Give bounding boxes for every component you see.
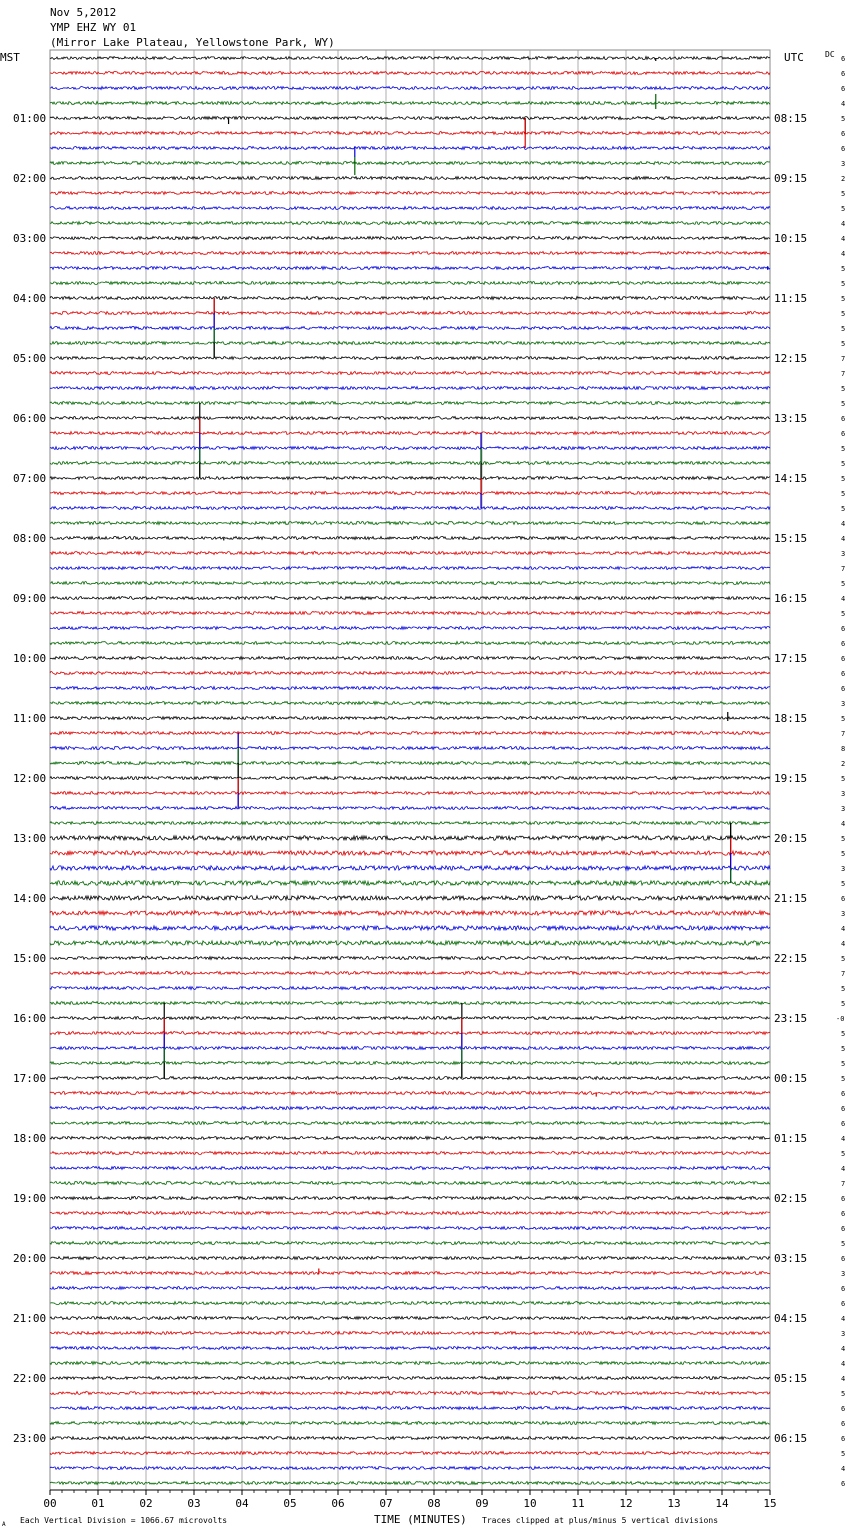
dc-value: 5 — [841, 205, 846, 213]
dc-value: 6 — [841, 1255, 846, 1263]
trace-line — [50, 522, 770, 525]
trace-line — [50, 732, 770, 735]
clip-note: Traces clipped at plus/minus 5 vertical divisions — [482, 1516, 719, 1525]
hour-label-left: 20:00 — [13, 1252, 47, 1265]
scale-note: Each Vertical Division = 1066.67 microvolts — [20, 1516, 228, 1525]
dc-value: 6 — [841, 655, 846, 663]
dc-value: 6 — [841, 1420, 846, 1428]
trace-line — [50, 72, 770, 75]
trace-line — [50, 342, 770, 345]
trace-line — [50, 1182, 770, 1185]
trace-line — [50, 87, 770, 90]
trace-line — [50, 627, 770, 630]
hour-label-left: 03:00 — [13, 232, 47, 245]
trace-line — [50, 1092, 770, 1095]
trace-line — [50, 1167, 770, 1170]
dc-value: 2 — [841, 760, 846, 768]
trace-line — [50, 1392, 770, 1395]
dc-value: 5 — [841, 445, 846, 453]
x-tick-label: 03 — [187, 1497, 201, 1510]
dc-value: 5 — [841, 1030, 846, 1038]
dc-value: 5 — [841, 955, 846, 963]
trace-line — [50, 387, 770, 390]
dc-value: 5 — [841, 505, 846, 513]
trace-line — [50, 417, 770, 420]
dc-value: 6 — [841, 1285, 846, 1293]
dc-value: 5 — [841, 265, 846, 273]
dc-value: 3 — [841, 790, 846, 798]
hour-label-right: 22:15 — [774, 952, 808, 965]
trace-line — [50, 357, 770, 360]
dc-value: 4 — [841, 1375, 846, 1383]
trace-line — [50, 1422, 770, 1425]
x-tick-label: 06 — [331, 1497, 345, 1510]
x-tick-label: 13 — [667, 1497, 681, 1510]
trace-line — [50, 687, 770, 690]
trace-line — [50, 836, 770, 840]
hour-label-left: 15:00 — [13, 952, 47, 965]
trace-line — [50, 612, 770, 615]
dc-value: 3 — [841, 865, 846, 873]
trace-line — [50, 1377, 770, 1380]
left-axis-label: MST — [0, 51, 20, 64]
trace-line — [50, 807, 770, 810]
x-tick-label: 12 — [619, 1497, 633, 1510]
x-axis-title: TIME (MINUTES) — [374, 1513, 467, 1526]
trace-line — [50, 552, 770, 555]
dc-value: 7 — [841, 730, 846, 738]
hour-label-left: 09:00 — [13, 592, 47, 605]
trace-line — [50, 866, 770, 870]
dc-value: 5 — [841, 985, 846, 993]
trace-line — [50, 957, 770, 960]
trace-line — [50, 1107, 770, 1110]
x-tick-label: 11 — [571, 1497, 585, 1510]
dc-value: 5 — [841, 340, 846, 348]
dc-value: 5 — [841, 835, 846, 843]
trace-line — [50, 102, 770, 105]
trace-line — [50, 1257, 770, 1260]
trace-line — [50, 117, 770, 120]
dc-value: 6 — [841, 670, 846, 678]
hour-label-left: 04:00 — [13, 292, 47, 305]
trace-line — [50, 462, 770, 465]
trace-line — [50, 132, 770, 135]
trace-line — [50, 1362, 770, 1365]
trace-line — [50, 1287, 770, 1290]
trace-line — [50, 237, 770, 240]
dc-value: 4 — [841, 1165, 846, 1173]
dc-value: 5 — [841, 775, 846, 783]
hour-label-right: 10:15 — [774, 232, 808, 245]
corner-mark: A — [2, 1521, 6, 1528]
chart-location: (Mirror Lake Plateau, Yellowstone Park, WY) — [50, 36, 335, 49]
hour-label-right: 11:15 — [774, 292, 808, 305]
chart-date: Nov 5,2012 — [50, 6, 117, 19]
trace-line — [50, 492, 770, 495]
dc-value: 4 — [841, 235, 846, 243]
trace-line — [50, 1017, 770, 1020]
trace-line — [50, 507, 770, 510]
trace-line — [50, 642, 770, 645]
dc-value: 6 — [841, 1435, 846, 1443]
dc-value: 6 — [841, 640, 846, 648]
dc-value: 6 — [841, 1195, 846, 1203]
x-tick-label: 09 — [475, 1497, 489, 1510]
dc-value: 6 — [841, 85, 846, 93]
trace-line — [50, 1062, 770, 1065]
dc-value: 3 — [841, 1330, 846, 1338]
dc-value: 4 — [841, 520, 846, 528]
seismic-traces — [50, 57, 770, 1485]
x-axis — [43, 1490, 776, 1510]
hour-label-right: 12:15 — [774, 352, 808, 365]
hour-label-left: 23:00 — [13, 1432, 47, 1445]
chart-station: YMP EHZ WY 01 — [50, 21, 137, 34]
dc-value: 5 — [841, 1075, 846, 1083]
x-tick-label: 08 — [427, 1497, 441, 1510]
dc-value: 6 — [841, 1225, 846, 1233]
dc-value: 5 — [841, 1450, 846, 1458]
dc-value: 5 — [841, 325, 846, 333]
x-tick-label: 02 — [139, 1497, 153, 1510]
trace-line — [50, 477, 770, 480]
dc-value: 5 — [841, 1240, 846, 1248]
hour-label-left: 17:00 — [13, 1072, 47, 1085]
hour-label-right: 20:15 — [774, 832, 808, 845]
trace-line — [50, 597, 770, 600]
hour-label-right: 17:15 — [774, 652, 808, 665]
trace-line — [50, 987, 770, 990]
trace-line — [50, 372, 770, 375]
trace-line — [50, 911, 770, 915]
dc-value: 4 — [841, 595, 846, 603]
trace-line — [50, 1227, 770, 1230]
dc-value: 5 — [841, 850, 846, 858]
trace-line — [50, 312, 770, 315]
trace-line — [50, 1302, 770, 1305]
trace-line — [50, 1452, 770, 1455]
trace-line — [50, 657, 770, 660]
hour-label-right: 21:15 — [774, 892, 808, 905]
dc-value: 4 — [841, 1315, 846, 1323]
trace-line — [50, 162, 770, 165]
dc-value: 5 — [841, 1390, 846, 1398]
trace-line — [50, 432, 770, 435]
trace-line — [50, 1347, 770, 1350]
trace-line — [50, 177, 770, 180]
hour-label-left: 14:00 — [13, 892, 47, 905]
hour-label-right: 09:15 — [774, 172, 808, 185]
hour-label-left: 08:00 — [13, 532, 47, 545]
trace-line — [50, 297, 770, 300]
trace-line — [50, 1002, 770, 1005]
dc-value: 6 — [841, 130, 846, 138]
dc-value: 3 — [841, 160, 846, 168]
hour-label-left: 07:00 — [13, 472, 47, 485]
dc-value: 8 — [841, 745, 846, 753]
hour-label-left: 12:00 — [13, 772, 47, 785]
dc-value: 3 — [841, 550, 846, 558]
trace-line — [50, 537, 770, 540]
dc-value: 5 — [841, 1045, 846, 1053]
trace-line — [50, 1332, 770, 1335]
hour-label-right: 14:15 — [774, 472, 808, 485]
hour-label-right: 02:15 — [774, 1192, 808, 1205]
trace-line — [50, 192, 770, 195]
trace-line — [50, 1242, 770, 1245]
dc-value: 5 — [841, 400, 846, 408]
hour-label-right: 18:15 — [774, 712, 808, 725]
trace-line — [50, 1152, 770, 1155]
dc-value: 2 — [841, 175, 846, 183]
dc-value: 4 — [841, 1135, 846, 1143]
trace-line — [50, 941, 770, 945]
trace-line — [50, 717, 770, 720]
dc-value: 5 — [841, 1150, 846, 1158]
trace-line — [50, 1437, 770, 1440]
dc-value: 6 — [841, 145, 846, 153]
trace-line — [50, 747, 770, 750]
dc-values — [836, 55, 845, 1488]
dc-value: 4 — [841, 1360, 846, 1368]
dc-value: 4 — [841, 820, 846, 828]
trace-line — [50, 672, 770, 675]
trace-line — [50, 896, 770, 900]
trace-line — [50, 207, 770, 210]
dc-value: 6 — [841, 415, 846, 423]
trace-line — [50, 792, 770, 795]
trace-line — [50, 447, 770, 450]
dc-value: 5 — [841, 880, 846, 888]
trace-line — [50, 252, 770, 255]
dc-value: 3 — [841, 805, 846, 813]
hour-label-left: 11:00 — [13, 712, 47, 725]
dc-value: 5 — [841, 580, 846, 588]
dc-value: 5 — [841, 385, 846, 393]
dc-value: 6 — [841, 685, 846, 693]
trace-line — [50, 822, 770, 825]
dc-value: 5 — [841, 190, 846, 198]
trace-line — [50, 1197, 770, 1200]
hour-label-left: 01:00 — [13, 112, 47, 125]
hour-label-left: 06:00 — [13, 412, 47, 425]
trace-line — [50, 1467, 770, 1470]
trace-line — [50, 1032, 770, 1035]
hour-label-right: 06:15 — [774, 1432, 808, 1445]
hour-label-right: 03:15 — [774, 1252, 808, 1265]
dc-value: 4 — [841, 1465, 846, 1473]
dc-value: 4 — [841, 100, 846, 108]
hour-label-left: 19:00 — [13, 1192, 47, 1205]
dc-value: 6 — [841, 1405, 846, 1413]
x-tick-label: 00 — [43, 1497, 57, 1510]
trace-line — [50, 1047, 770, 1050]
hour-label-right: 08:15 — [774, 112, 808, 125]
hour-label-right: 15:15 — [774, 532, 808, 545]
dc-value: 6 — [841, 1480, 846, 1488]
trace-line — [50, 402, 770, 405]
dc-value: 5 — [841, 490, 846, 498]
dc-value: 5 — [841, 295, 846, 303]
dc-value: 5 — [841, 280, 846, 288]
hour-label-left: 13:00 — [13, 832, 47, 845]
trace-line — [50, 926, 770, 930]
dc-value: 7 — [841, 970, 846, 978]
hour-label-left: 02:00 — [13, 172, 47, 185]
hour-label-left: 21:00 — [13, 1312, 47, 1325]
right-axis-label: UTC — [784, 51, 804, 64]
trace-line — [50, 702, 770, 705]
dc-value: 3 — [841, 700, 846, 708]
x-tick-label: 05 — [283, 1497, 297, 1510]
trace-line — [50, 1317, 770, 1320]
dc-value: 4 — [841, 220, 846, 228]
x-tick-label: 01 — [91, 1497, 105, 1510]
dc-value: 4 — [841, 940, 846, 948]
hour-label-left: 05:00 — [13, 352, 47, 365]
dc-value: 3 — [841, 910, 846, 918]
hour-label-right: 04:15 — [774, 1312, 808, 1325]
dc-value: 5 — [841, 1000, 846, 1008]
hour-label-right: 16:15 — [774, 592, 808, 605]
dc-value: 7 — [841, 355, 846, 363]
hour-label-right: 05:15 — [774, 1372, 808, 1385]
dc-value: 5 — [841, 475, 846, 483]
dc-label: DC — [825, 50, 835, 59]
dc-value: 4 — [841, 1345, 846, 1353]
x-tick-label: 15 — [763, 1497, 777, 1510]
trace-line — [50, 777, 770, 780]
trace-line — [50, 282, 770, 285]
trace-line — [50, 1212, 770, 1215]
dc-value: 5 — [841, 115, 846, 123]
x-tick-label: 14 — [715, 1497, 729, 1510]
hour-label-right: 01:15 — [774, 1132, 808, 1145]
trace-line — [50, 147, 770, 150]
dc-value: 5 — [841, 460, 846, 468]
dc-value: 6 — [841, 1210, 846, 1218]
x-tick-label: 04 — [235, 1497, 249, 1510]
dc-value: 3 — [841, 1270, 846, 1278]
dc-value: 6 — [841, 1090, 846, 1098]
dc-value: 7 — [841, 565, 846, 573]
dc-value: 6 — [841, 1300, 846, 1308]
hour-label-left: 16:00 — [13, 1012, 47, 1025]
dc-value: 6 — [841, 625, 846, 633]
trace-line — [50, 582, 770, 585]
trace-line — [50, 57, 770, 60]
trace-line — [50, 762, 770, 765]
trace-line — [50, 972, 770, 975]
dc-value: 5 — [841, 310, 846, 318]
dc-value: 7 — [841, 370, 846, 378]
x-tick-label: 07 — [379, 1497, 393, 1510]
trace-line — [50, 1137, 770, 1140]
dc-value: 7 — [841, 1180, 846, 1188]
dc-value: 6 — [841, 430, 846, 438]
dc-value: 4 — [841, 250, 846, 258]
dc-value: 5 — [841, 715, 846, 723]
hour-label-right: 23:15 — [774, 1012, 808, 1025]
dc-value: 6 — [841, 1105, 846, 1113]
trace-line — [50, 222, 770, 225]
trace-line — [50, 881, 770, 885]
trace-line — [50, 1407, 770, 1410]
trace-line — [50, 1077, 770, 1080]
trace-line — [50, 267, 770, 270]
dc-value: 5 — [841, 610, 846, 618]
dc-value: 4 — [841, 535, 846, 543]
trace-line — [50, 567, 770, 570]
dc-value: 5 — [841, 1060, 846, 1068]
dc-value: 4 — [841, 925, 846, 933]
trace-line — [50, 1122, 770, 1125]
trace-line — [50, 1482, 770, 1485]
dc-value: 6 — [841, 55, 846, 63]
dc-value: 6 — [841, 70, 846, 78]
dc-value: 6 — [841, 1120, 846, 1128]
hour-label-left: 18:00 — [13, 1132, 47, 1145]
hour-label-right: 13:15 — [774, 412, 808, 425]
hour-label-right: 19:15 — [774, 772, 808, 785]
dc-value: -0 — [836, 1015, 845, 1023]
hour-label-left: 10:00 — [13, 652, 47, 665]
x-tick-label: 10 — [523, 1497, 537, 1510]
trace-line — [50, 851, 770, 855]
hour-label-right: 00:15 — [774, 1072, 808, 1085]
trace-line — [50, 327, 770, 330]
trace-line — [50, 1272, 770, 1275]
dc-value: 6 — [841, 895, 846, 903]
hour-label-left: 22:00 — [13, 1372, 47, 1385]
